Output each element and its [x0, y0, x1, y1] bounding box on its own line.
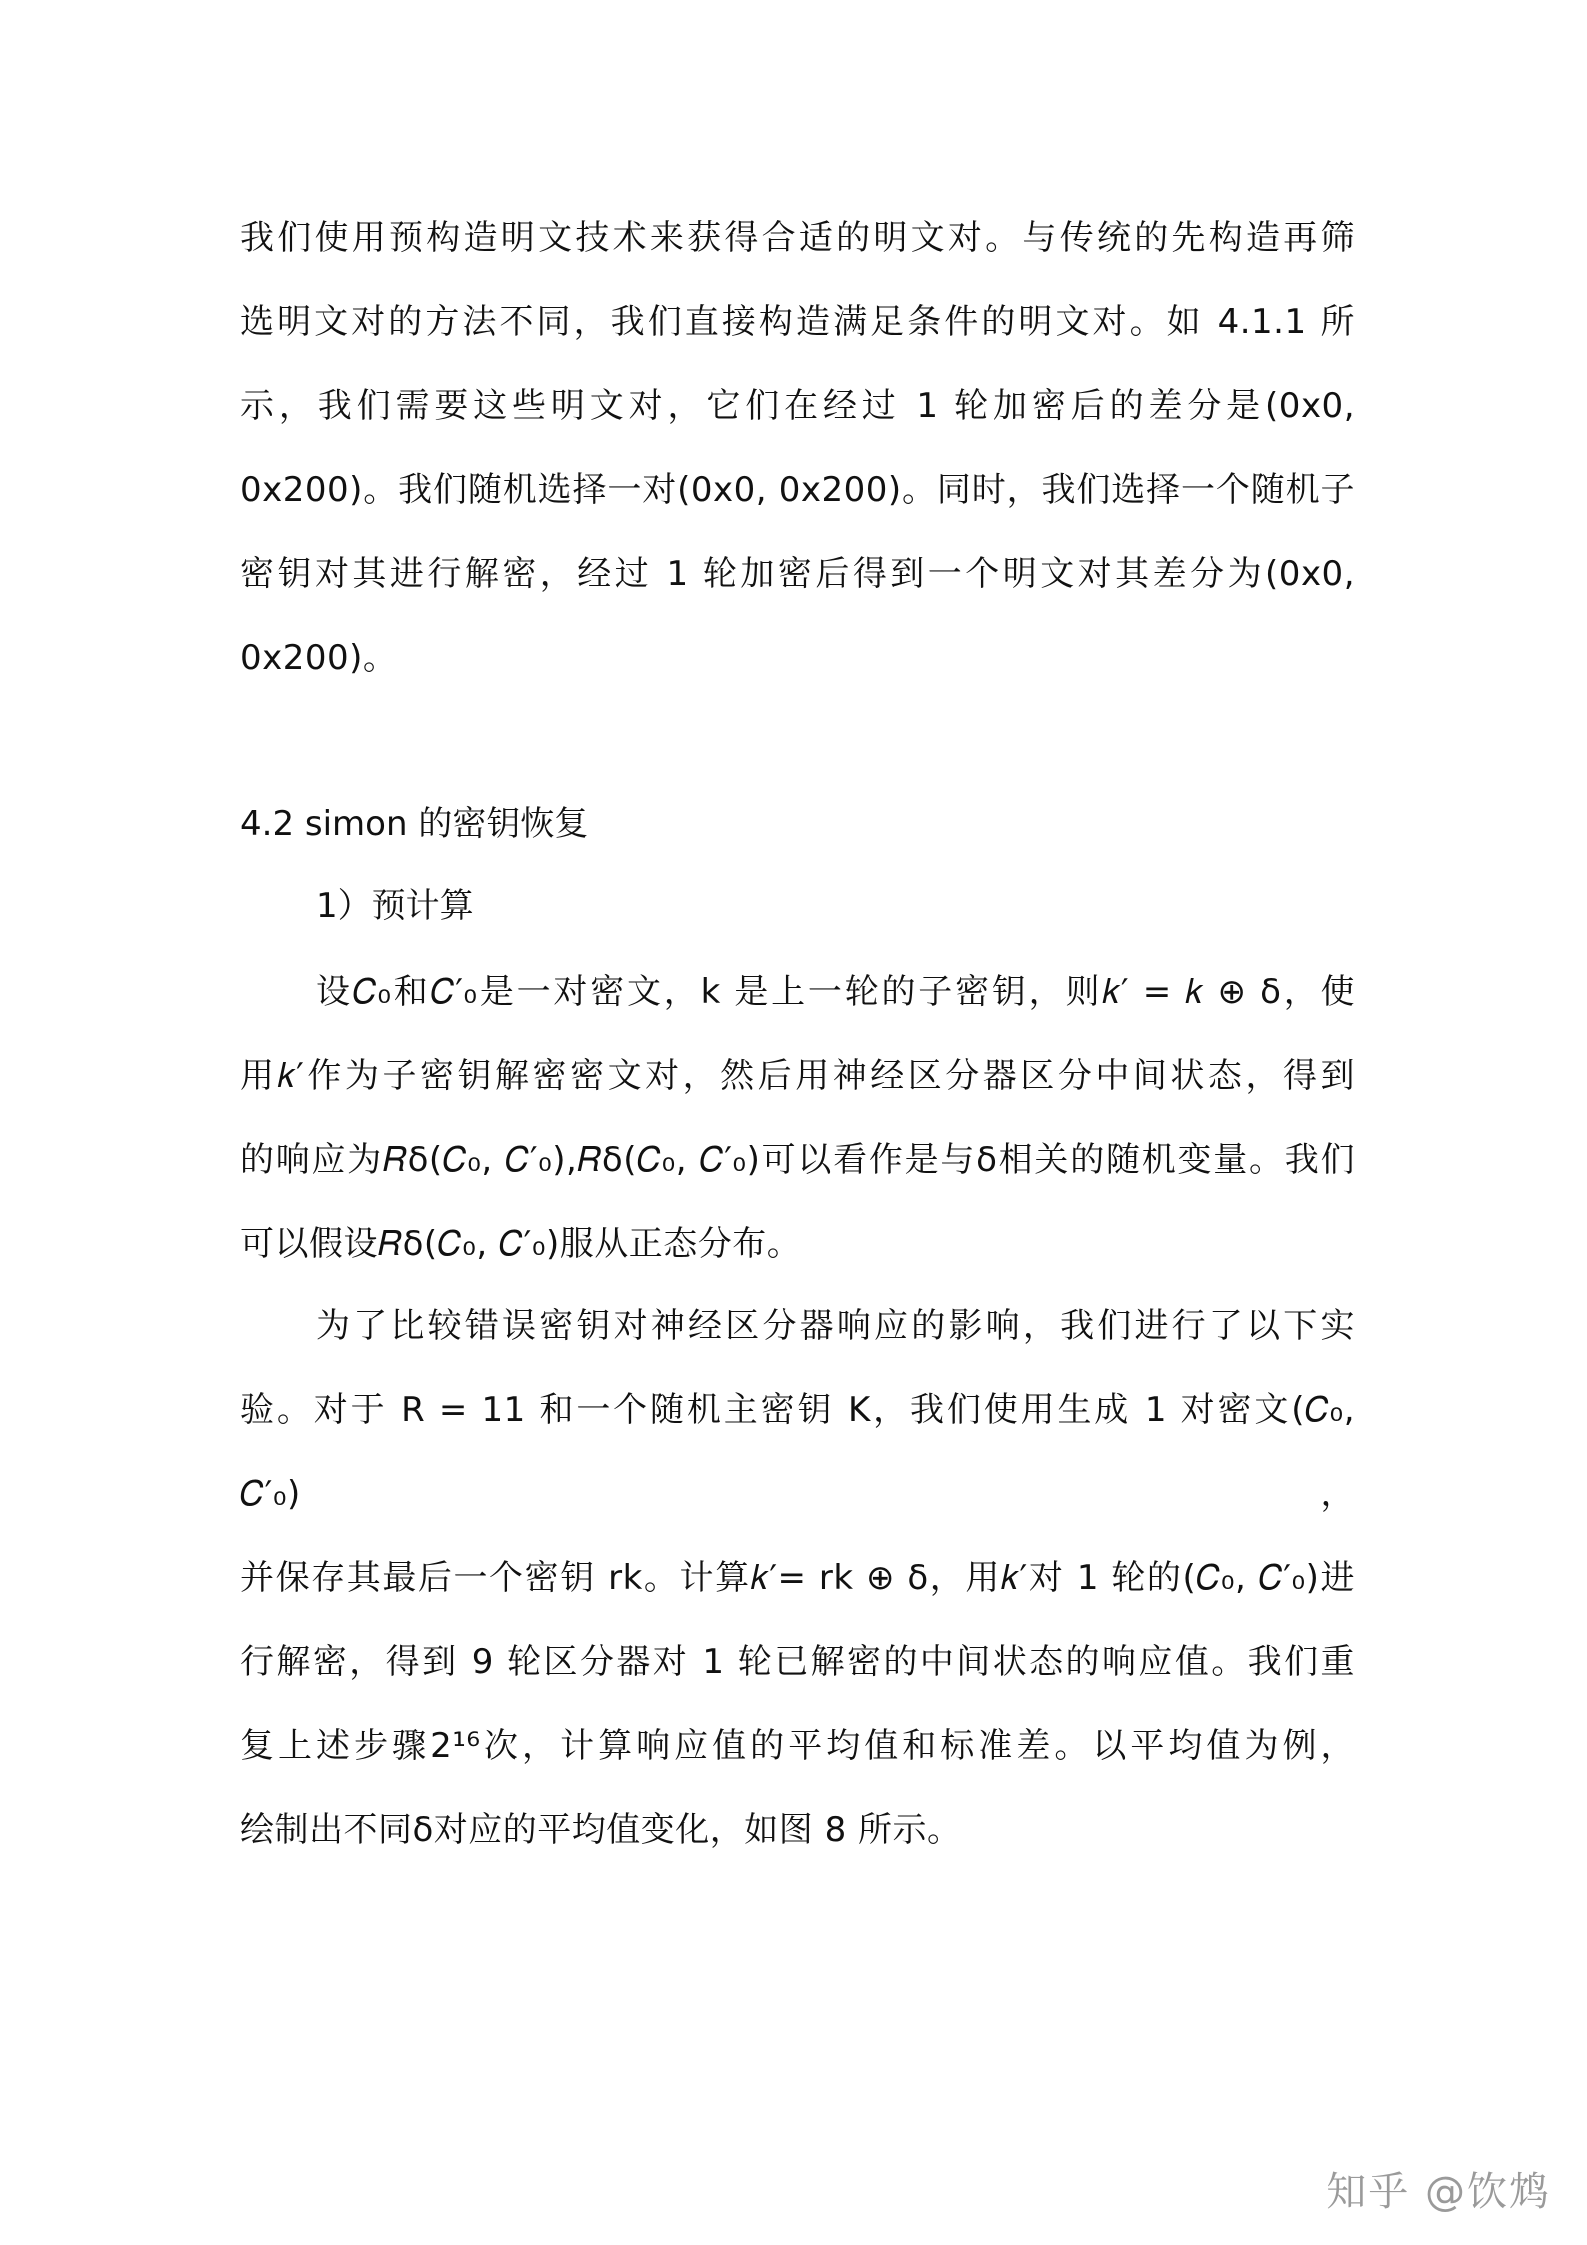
text-line: 选明文对的方法不同，我们直接构造满足条件的明文对。如 4.1.1 所 — [240, 302, 1355, 342]
section-heading: 4.2 simon 的密钥恢复 — [240, 804, 589, 844]
text-line: 密钥对其进行解密，经过 1 轮加密后得到一个明文对其差分为(0x0, — [240, 554, 1355, 594]
text-line: 我们使用预构造明文技术来获得合适的明文对。与传统的先构造再筛 — [240, 218, 1355, 258]
text-line: 并保存其最后一个密钥 rk。计算𝑘′= rk ⊕ δ，用𝑘′对 1 轮的(𝐶₀, 𝐶′₀)进 — [240, 1558, 1355, 1598]
text-line: 0x200)。 — [240, 638, 398, 678]
text-line: 用𝑘′作为子密钥解密密文对，然后用神经区分器区分中间状态，得到 — [240, 1056, 1355, 1096]
text-line: 绘制出不同δ对应的平均值变化，如图 8 所示。 — [240, 1810, 962, 1850]
text-line: 示，我们需要这些明文对，它们在经过 1 轮加密后的差分是(0x0, — [240, 386, 1355, 426]
paragraph-plaintext-construction — [240, 196, 1355, 700]
text-line: 的响应为𝑅δ(𝐶₀, 𝐶′₀),𝑅δ(𝐶₀, 𝐶′₀)可以看作是与δ相关的随机变量。我们 — [240, 1140, 1355, 1180]
text-line: 行解密，得到 9 轮区分器对 1 轮已解密的中间状态的响应值。我们重 — [240, 1642, 1355, 1682]
text-line: 设𝐶₀和𝐶′₀是一对密文，k 是上一轮的子密钥，则𝑘′ = 𝑘 ⊕ δ，使 — [316, 972, 1355, 1012]
subheading: 1）预计算 — [316, 886, 474, 926]
text-line: 可以假设𝑅δ(𝐶₀, 𝐶′₀)服从正态分布。 — [240, 1224, 802, 1264]
text-line: 复上述步骤2¹⁶次，计算响应值的平均值和标准差。以平均值为例， — [240, 1726, 1355, 1766]
paragraph-precomputation — [240, 950, 1355, 1286]
text-line: 为了比较错误密钥对神经区分器响应的影响，我们进行了以下实 — [316, 1306, 1355, 1346]
text-line: 0x200)。我们随机选择一对(0x0, 0x200)。同时，我们选择一个随机子 — [240, 470, 1355, 510]
text-line: 验。对于 R = 11 和一个随机主密钥 K，我们使用生成 1 对密文(𝐶₀, 𝐶′₀)， — [240, 1390, 1355, 1514]
paragraph-experiment — [240, 1284, 1355, 1872]
watermark: 知乎 @饮鸩 — [1326, 2169, 1551, 2215]
